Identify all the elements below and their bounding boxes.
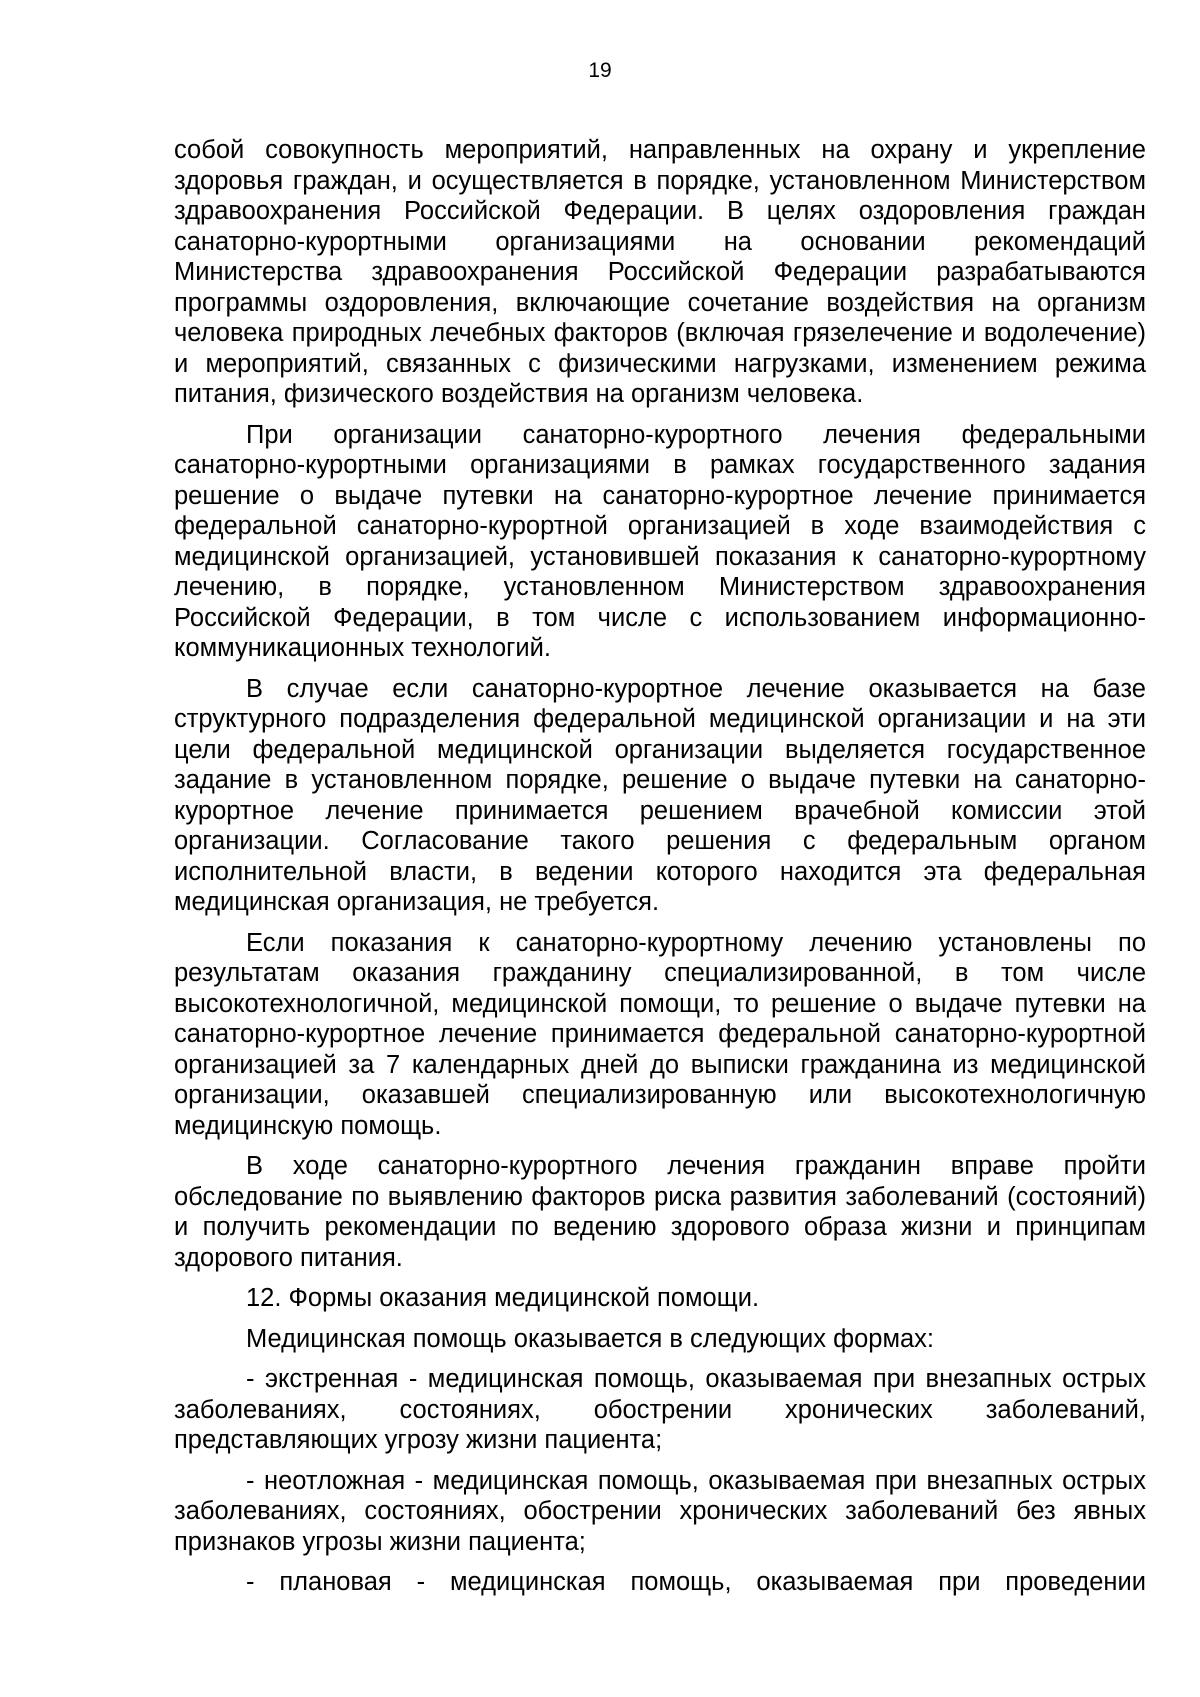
paragraph-federal-organizations: При организации санаторно-курортного лечения федеральными санаторно-курортными организациями в рамках государственного задания решение о выдаче путевки на санаторно-курортное лечение принимается федеральной санаторно-курортной организацией в ходе взаимодействия с медицинской организацией, установившей показания к санаторно-курортному лечению, в порядке, установленном Министерством здравоохранения Российской Федерации, в том числе с использованием информационно-коммуникационных технологий. bbox=[174, 420, 1146, 662]
paragraph-structural-subdivision: В случае если санаторно-курортное лечение оказывается на базе структурного подразделения федеральной медицинской организации и на эти цели федеральной медицинской организации выделяется государственное задание в установленном порядке, решение о выдаче путевки на санаторно-курортное лечение принимается решением врачебной комиссии этой организации. Согласование такого решения с федеральным органом исполнительной власти, в ведении которого находится эта федеральная медицинская организация, не требуется. bbox=[174, 674, 1146, 916]
paragraph-examination: В ходе санаторно-курортного лечения гражданин вправе пройти обследование по выявлению факторов риска развития заболеваний (состояний) и получить рекомендации по ведению здорового образа жизни и принципам здорового питания. bbox=[174, 1152, 1146, 1272]
document-body bbox=[174, 135, 1146, 1598]
paragraph-forms-intro: Медицинская помощь оказывается в следующих формах: bbox=[246, 1324, 935, 1353]
list-item-urgent: - неотложная - медицинская помощь, оказываемая при внезапных острых заболеваниях, состояниях, обострении хронических заболеваний без явных признаков угрозы жизни пациента; bbox=[174, 1466, 1146, 1556]
section-heading-forms-of-care: 12. Формы оказания медицинской помощи. bbox=[246, 1284, 760, 1312]
paragraph-continuation: собой совокупность мероприятий, направленных на охрану и укрепление здоровья граждан, и осуществляется в порядке, установленном Министерством здравоохранения Российской Федерации. В целях оздоровления граждан санаторно-курортными организациями на основании рекомендаций Министерства здравоохранения Российской Федерации разрабатываются программы оздоровления, включающие сочетание воздействия на организм человека природных лечебных факторов (включая грязелечение и водолечение) и мероприятий, связанных с физическими нагрузками, изменением режима питания, физического воздействия на организм человека. bbox=[174, 136, 1146, 408]
list-item-emergency: - экстренная - медицинская помощь, оказываемая при внезапных острых заболеваниях, состояниях, обострении хронических заболеваний, представляющих угрозу жизни пациента; bbox=[174, 1365, 1146, 1454]
page-number: 19 bbox=[588, 59, 612, 82]
list-item-planned: - плановая - медицинская помощь, оказываемая при проведении bbox=[246, 1568, 1146, 1596]
paragraph-high-tech-care: Если показания к санаторно-курортному лечению установлены по результатам оказания гражданину специализированной, в том числе высокотехнологичной, медицинской помощи, то решение о выдаче путевки на санаторно-курортное лечение принимается федеральной санаторно-курортной организацией за 7 календарных дней до выписки гражданина из медицинской организации, оказавшей специализированную или высокотехнологичную медицинскую помощь. bbox=[174, 928, 1146, 1140]
